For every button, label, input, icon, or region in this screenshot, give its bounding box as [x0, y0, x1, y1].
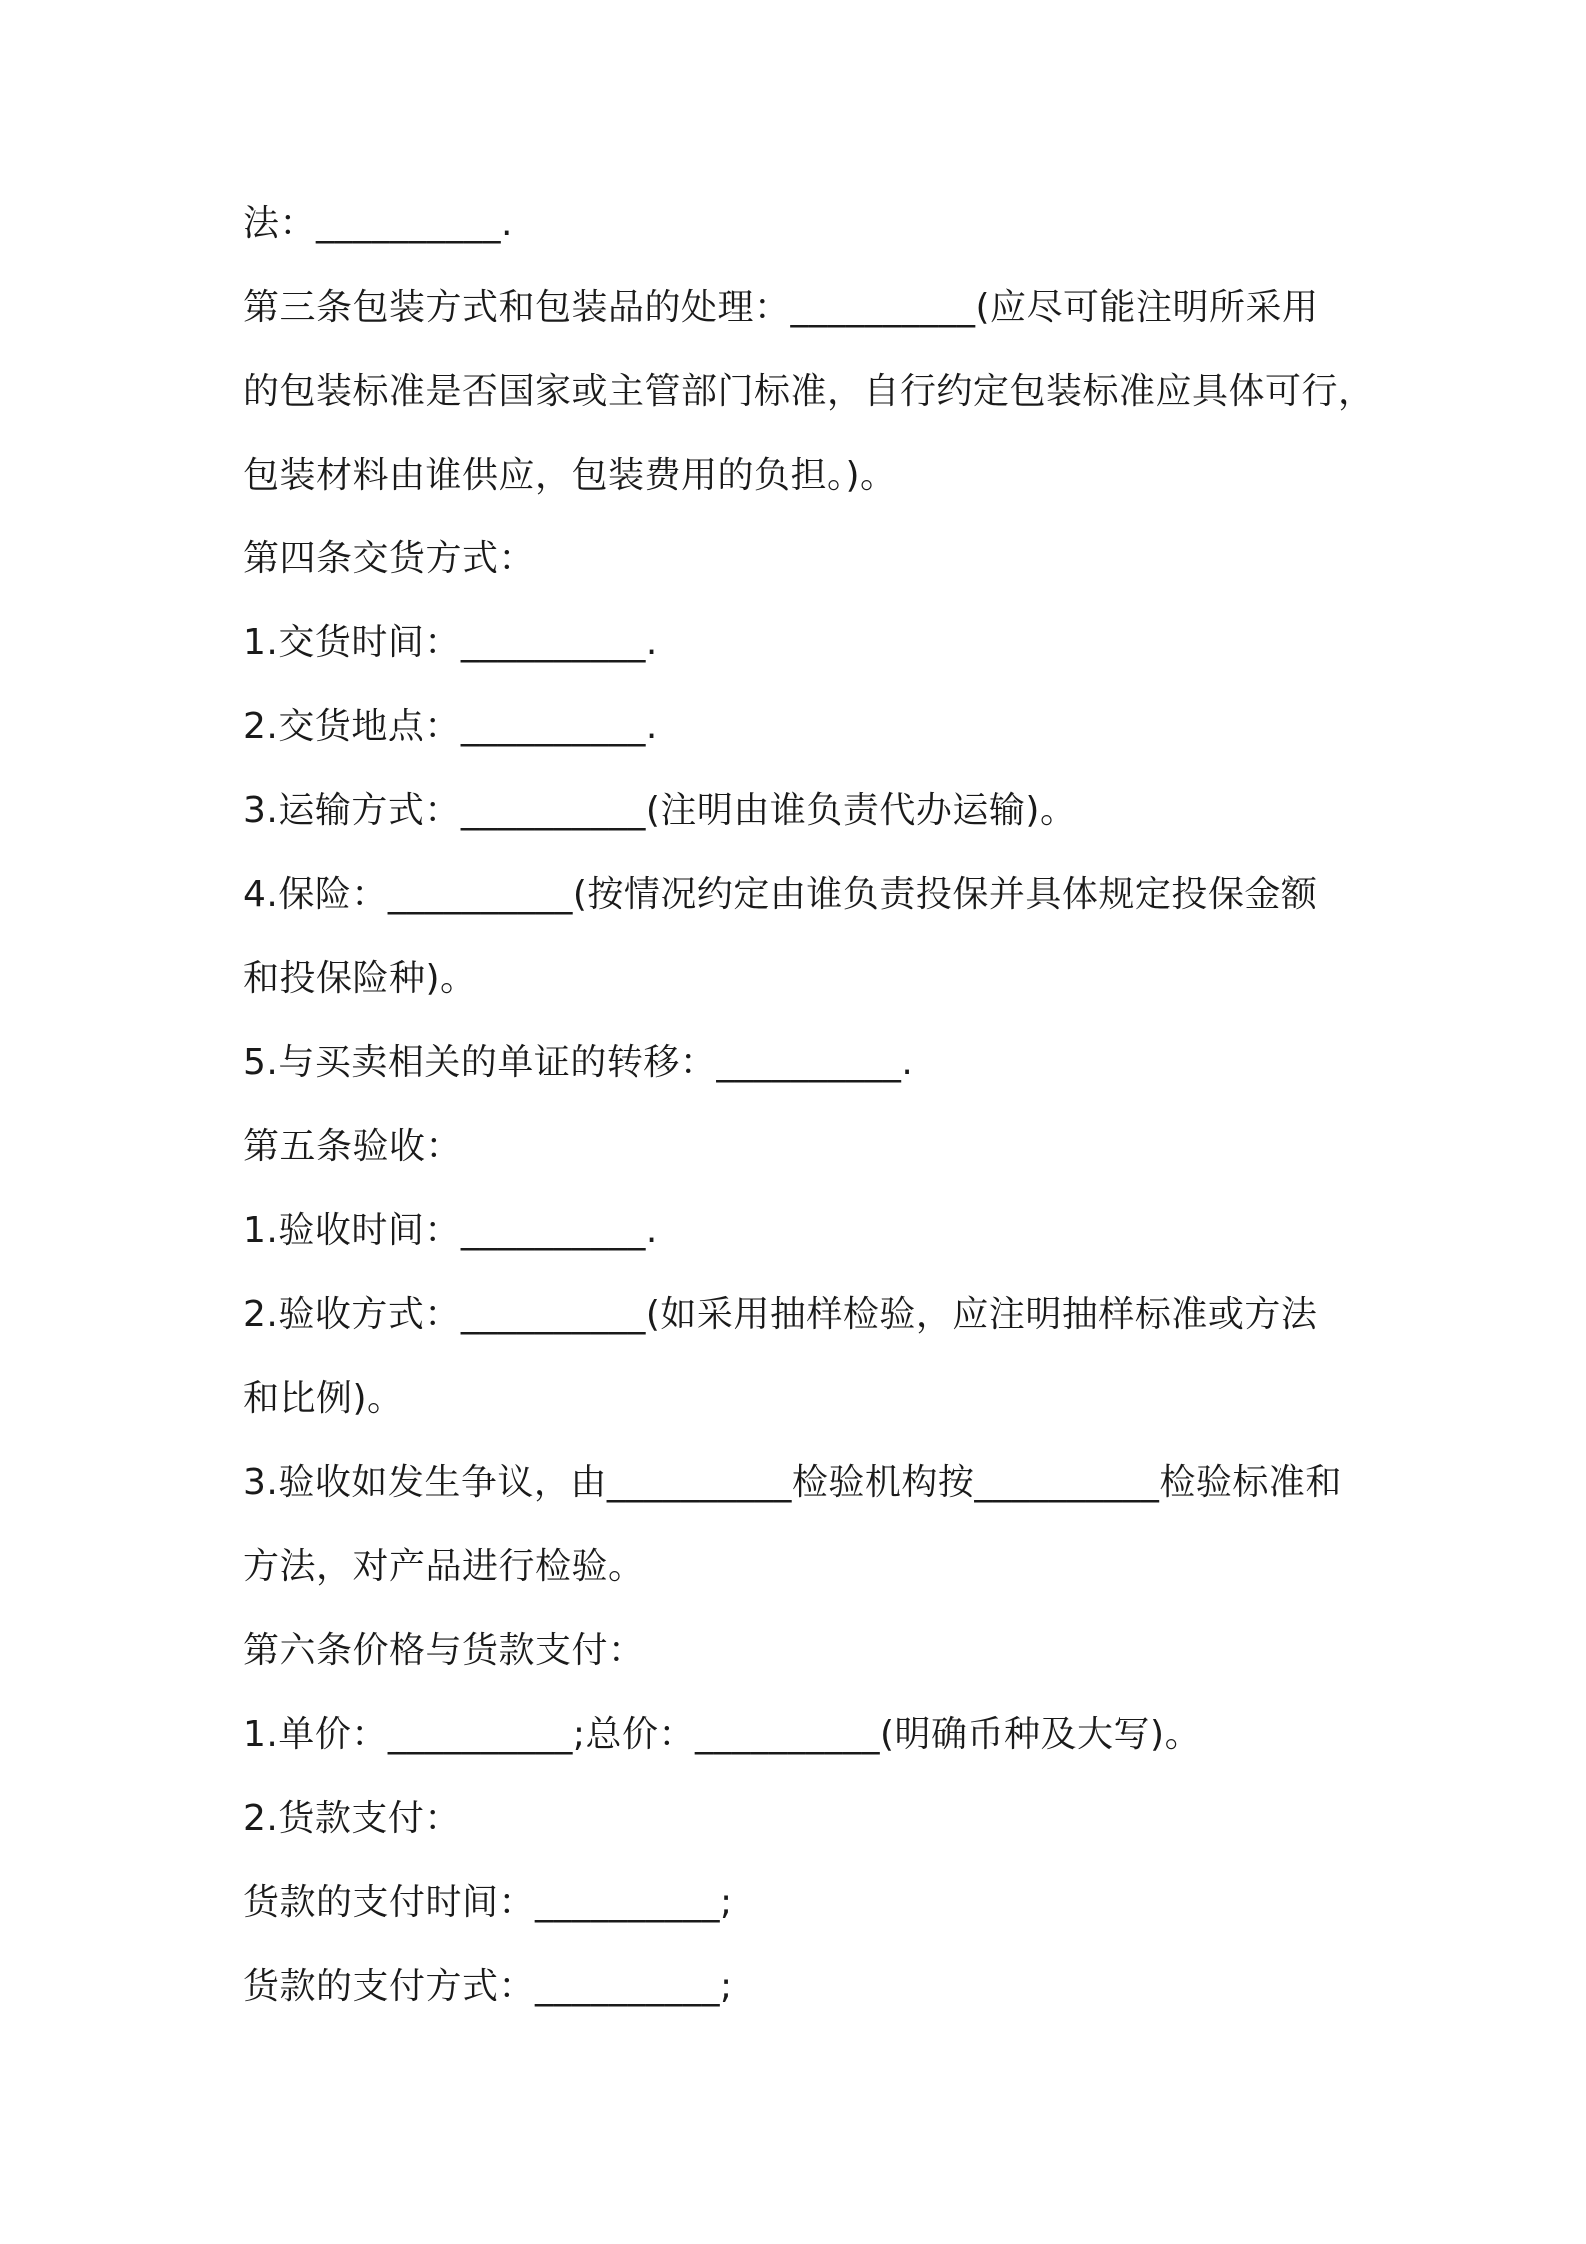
text-line-1: 法：__________. [243, 203, 513, 244]
text-line-8: 3.运输方式：__________(注明由谁负责代办运输)。 [243, 790, 1077, 831]
text-line-4: 包装材料由谁供应，包装费用的负担。)。 [243, 455, 897, 496]
text-line-17: 方法，对产品进行检验。 [243, 1546, 645, 1587]
text-line-5: 第四条交货方式： [243, 538, 536, 579]
text-line-2: 第三条包装方式和包装品的处理：__________(应尽可能注明所采用 [243, 287, 1319, 328]
text-line-7: 2.交货地点：__________. [243, 706, 658, 747]
text-line-19: 1.单价：__________;总价：__________(明确币种及大写)。 [243, 1714, 1202, 1755]
text-line-21: 货款的支付时间：__________; [243, 1882, 733, 1923]
text-line-14: 2.验收方式：__________(如采用抽样检验，应注明抽样标准或方法 [243, 1294, 1318, 1335]
text-line-16: 3.验收如发生争议，由__________检验机构按__________检验标准和 [243, 1462, 1342, 1503]
text-line-13: 1.验收时间：__________. [243, 1210, 658, 1251]
text-line-18: 第六条价格与货款支付： [243, 1630, 645, 1671]
text-line-3: 的包装标准是否国家或主管部门标准，自行约定包装标准应具体可行， [243, 371, 1375, 412]
text-line-15: 和比例)。 [243, 1378, 404, 1419]
text-line-10: 和投保险种)。 [243, 958, 477, 999]
text-line-20: 2.货款支付： [243, 1798, 461, 1839]
text-line-9: 4.保险：__________(按情况约定由谁负责投保并具体规定投保金额 [243, 874, 1318, 915]
text-line-22: 货款的支付方式：__________; [243, 1966, 733, 2007]
text-line-6: 1.交货时间：__________. [243, 622, 658, 663]
text-line-12: 第五条验收： [243, 1126, 463, 1167]
text-line-11: 5.与买卖相关的单证的转移：__________. [243, 1042, 914, 1083]
